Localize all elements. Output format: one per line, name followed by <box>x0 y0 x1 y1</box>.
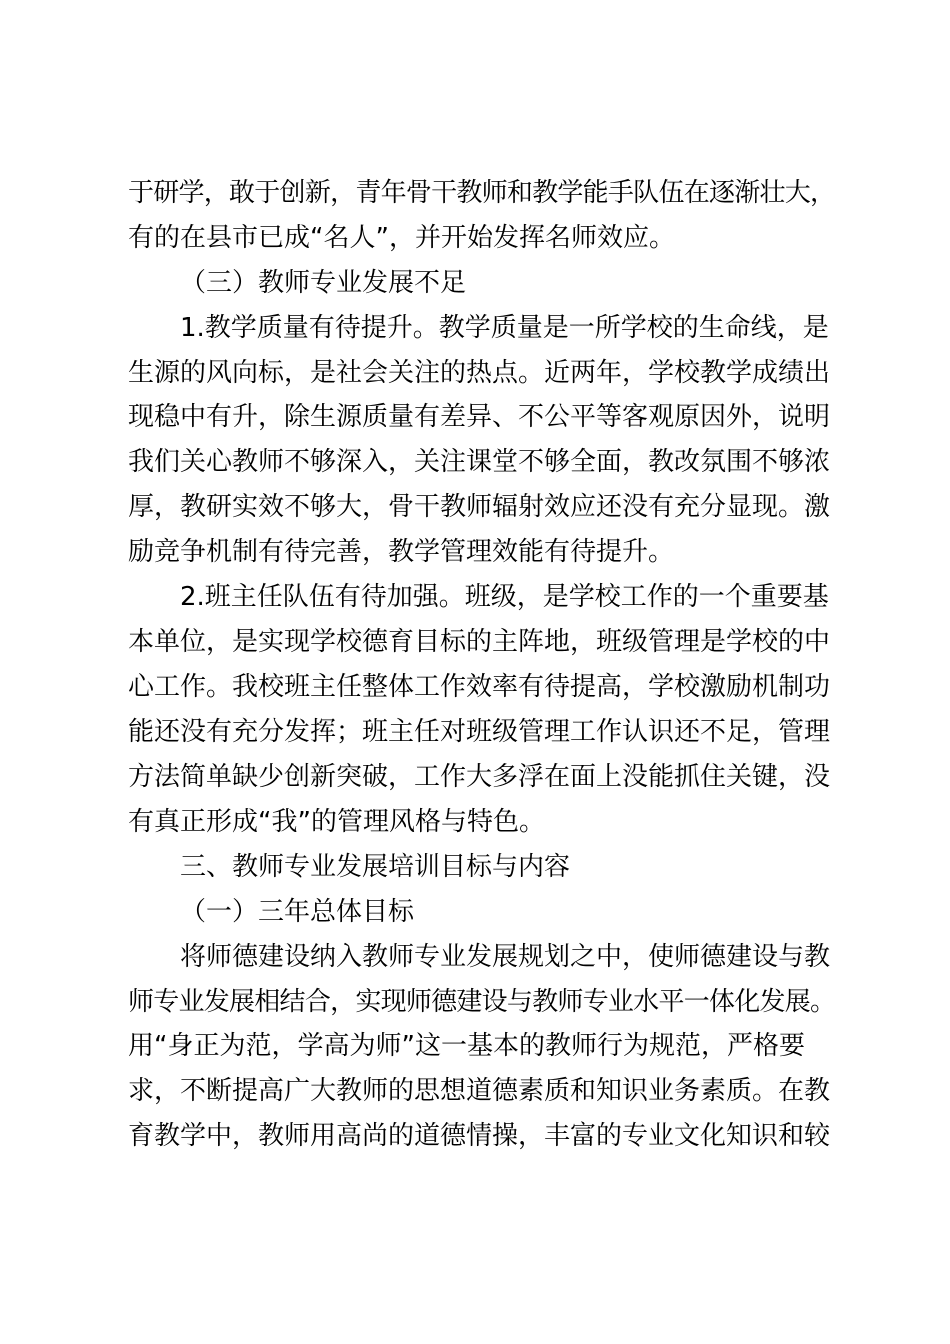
text-line-20: 用“身正为范，学高为师”这一基本的教师行为规范，严格要 <box>128 1031 805 1061</box>
text-line-9: 励竞争机制有待完善，教学管理效能有待提升。 <box>128 537 675 567</box>
text-line-5: 生源的风向标，是社会关注的热点。近两年，学校教学成绩出 <box>128 358 831 388</box>
text-line-18: 将师德建设纳入教师专业发展规划之中，使师德建设与教 <box>180 942 831 972</box>
text-line-13: 能还没有充分发挥；班主任对班级管理工作认识还不足，管理 <box>128 717 831 747</box>
text-line-19: 师专业发展相结合，实现师德建设与教师专业水平一体化发展。 <box>128 987 836 1017</box>
text-line-6: 现稳中有升，除生源质量有差异、不公平等客观原因外，说明 <box>128 402 831 432</box>
section-heading-16: 三、教师专业发展培训目标与内容 <box>180 852 571 882</box>
text-line-14: 方法简单缺少创新突破，工作大多浮在面上没能抓住关键，没 <box>128 762 831 792</box>
text-line-2: 有的在县市已成“名人”，并开始发挥名师效应。 <box>128 223 675 253</box>
section-heading-3: （三）教师专业发展不足 <box>180 268 467 298</box>
text-line-12: 心工作。我校班主任整体工作效率有待提高，学校激励机制功 <box>128 672 831 702</box>
text-line-11: 本单位，是实现学校德育目标的主阵地，班级管理是学校的中 <box>128 627 831 657</box>
text-line-10: 2.班主任队伍有待加强。班级，是学校工作的一个重要基 <box>180 582 829 612</box>
text-line-7: 我们关心教师不够深入，关注课堂不够全面，教改氛围不够浓 <box>128 447 831 477</box>
text-line-21: 求，不断提高广大教师的思想道德素质和知识业务素质。在教 <box>128 1076 831 1106</box>
section-heading-17: （一）三年总体目标 <box>180 897 415 927</box>
text-line-8: 厚，教研实效不够大，骨干教师辐射效应还没有充分显现。激 <box>128 492 831 522</box>
text-line-4: 1.教学质量有待提升。教学质量是一所学校的生命线，是 <box>180 313 829 343</box>
text-line-15: 有真正形成“我”的管理风格与特色。 <box>128 807 545 837</box>
text-line-1: 于研学，敢于创新，青年骨干教师和教学能手队伍在逐渐壮大， <box>128 178 836 208</box>
text-line-22: 育教学中，教师用高尚的道德情操，丰富的专业文化知识和较 <box>128 1121 831 1151</box>
